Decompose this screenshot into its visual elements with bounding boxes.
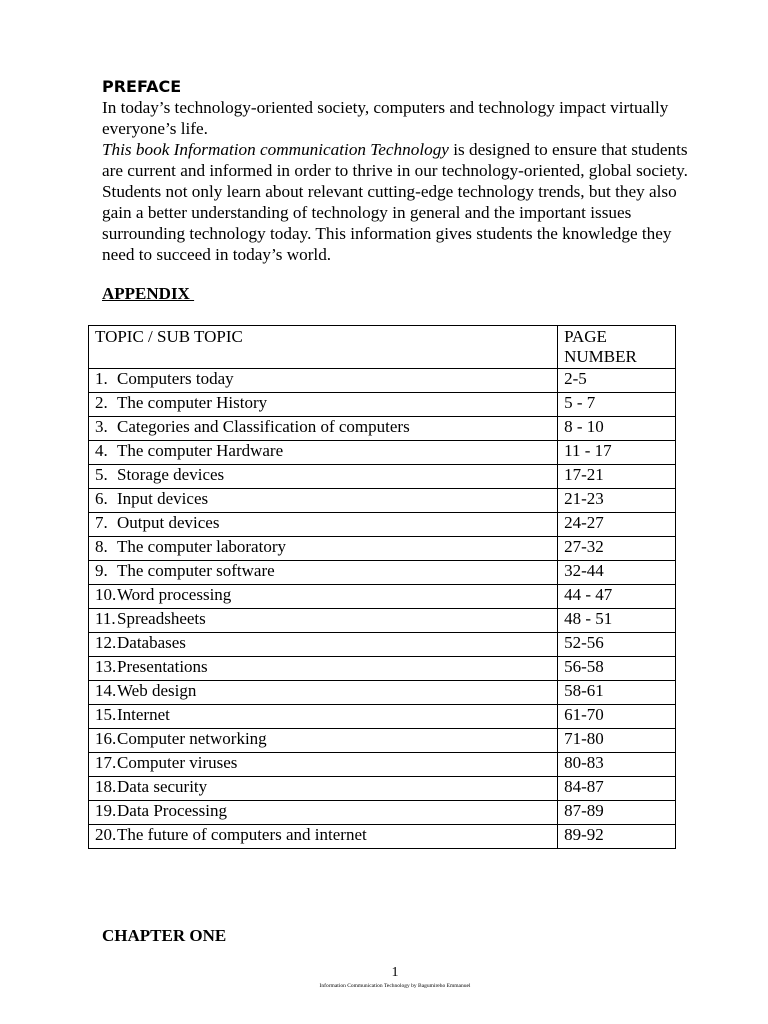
preface-paragraph-2 (102, 139, 702, 265)
header-topic: TOPIC / SUB TOPIC (89, 326, 558, 369)
topic-title: The future of computers and internet (117, 825, 367, 844)
preface-paragraph-2-rest: is designed to ensure that students are current and informed in order to thrive in our technology-oriented, global society. Students not only learn about relevant cutting-edge technology trends, but they also gain a better understanding of technology in general and the important issues surrounding technology today. This information gives students the knowledge they need to succeed in today’s world. (102, 140, 688, 264)
topic-cell (89, 633, 558, 657)
topic-title: The computer History (117, 393, 268, 412)
table-row (89, 489, 676, 513)
page-range-cell: 56-58 (558, 657, 676, 681)
topic-title: Computer viruses (117, 753, 238, 772)
topic-cell (89, 585, 558, 609)
topic-number: 19. (95, 801, 117, 820)
table-row (89, 681, 676, 705)
table-row (89, 561, 676, 585)
topic-number: 3. (95, 417, 108, 436)
topic-title: Categories and Classification of computers (117, 417, 410, 436)
topic-cell (89, 465, 558, 489)
topic-number: 1. (95, 369, 108, 388)
book-title: This book Information communication Technology (102, 140, 449, 159)
topic-cell (89, 369, 558, 393)
page-range-cell: 27-32 (558, 537, 676, 561)
topic-number: 12. (95, 633, 117, 652)
topic-number: 6. (95, 489, 108, 508)
topic-cell (89, 513, 558, 537)
table-row (89, 753, 676, 777)
page-range-cell: 24-27 (558, 513, 676, 537)
topic-number: 13. (95, 657, 117, 676)
topic-cell (89, 609, 558, 633)
topic-number: 9. (95, 561, 108, 580)
page-range-cell: 58-61 (558, 681, 676, 705)
chapter-heading: CHAPTER ONE (102, 926, 227, 945)
topic-cell (89, 561, 558, 585)
table-row (89, 609, 676, 633)
topic-number: 14. (95, 681, 117, 700)
topic-cell (89, 705, 558, 729)
topic-title: Databases (117, 633, 186, 652)
page-range-cell: 21-23 (558, 489, 676, 513)
preface-body (102, 97, 702, 265)
topic-cell (89, 753, 558, 777)
topic-title: Internet (117, 705, 170, 724)
table-row (89, 705, 676, 729)
preface-heading: PREFACE (102, 77, 182, 96)
appendix-table (88, 325, 676, 849)
table-row (89, 777, 676, 801)
topic-cell (89, 729, 558, 753)
topic-cell (89, 801, 558, 825)
topic-title: Presentations (117, 657, 208, 676)
topic-title: Data Processing (117, 801, 228, 820)
page-range-cell: 2-5 (558, 369, 676, 393)
topic-number: 4. (95, 441, 108, 460)
topic-title: Web design (117, 681, 197, 700)
topic-cell (89, 777, 558, 801)
page-number: 1 (391, 965, 399, 980)
topic-title: Word processing (117, 585, 232, 604)
page-range-cell: 17-21 (558, 465, 676, 489)
topic-number: 5. (95, 465, 108, 484)
table-row (89, 537, 676, 561)
table-row (89, 729, 676, 753)
page-range-cell: 32-44 (558, 561, 676, 585)
table-row (89, 801, 676, 825)
topic-number: 11. (95, 609, 116, 628)
page-range-cell: 61-70 (558, 705, 676, 729)
table-row (89, 465, 676, 489)
table-row (89, 369, 676, 393)
topic-cell (89, 417, 558, 441)
topic-title: Computers today (117, 369, 234, 388)
topic-number: 10. (95, 585, 117, 604)
topic-title: Storage devices (117, 465, 225, 484)
page-range-cell: 44 - 47 (558, 585, 676, 609)
topic-title: Spreadsheets (117, 609, 206, 628)
topic-title: The computer laboratory (117, 537, 286, 556)
appendix-heading: APPENDIX (102, 284, 195, 303)
page-range-cell: 11 - 17 (558, 441, 676, 465)
topic-cell (89, 393, 558, 417)
topic-title: Computer networking (117, 729, 267, 748)
footer-text: Information Communication Technology by Bagumireho Emmanuel (319, 983, 471, 989)
topic-title: Data security (117, 777, 208, 796)
topic-cell (89, 441, 558, 465)
topic-cell (89, 681, 558, 705)
page-range-cell: 89-92 (558, 825, 676, 849)
table-row (89, 633, 676, 657)
topic-cell (89, 537, 558, 561)
table-row (89, 417, 676, 441)
page-range-cell: 84-87 (558, 777, 676, 801)
page-range-cell: 52-56 (558, 633, 676, 657)
preface-paragraph-1: In today’s technology-oriented society, computers and technology impact virtually everyone’s life. (102, 98, 669, 138)
topic-number: 7. (95, 513, 108, 532)
table-row (89, 441, 676, 465)
topic-cell (89, 825, 558, 849)
table-row (89, 825, 676, 849)
page-range-cell: 71-80 (558, 729, 676, 753)
topic-title: The computer Hardware (117, 441, 284, 460)
topic-cell (89, 489, 558, 513)
page-range-cell: 80-83 (558, 753, 676, 777)
header-page-number: PAGE NUMBER (558, 326, 676, 369)
page-range-cell: 8 - 10 (558, 417, 676, 441)
table-header-row (89, 326, 676, 369)
topic-number: 8. (95, 537, 108, 556)
table-row (89, 585, 676, 609)
page-range-cell: 5 - 7 (558, 393, 676, 417)
topic-number: 16. (95, 729, 117, 748)
table-row (89, 393, 676, 417)
topic-number: 15. (95, 705, 117, 724)
page-range-cell: 87-89 (558, 801, 676, 825)
topic-title: The computer software (117, 561, 275, 580)
topic-cell (89, 657, 558, 681)
topic-number: 17. (95, 753, 117, 772)
topic-number: 18. (95, 777, 117, 796)
topic-title: Output devices (117, 513, 220, 532)
topic-title: Input devices (117, 489, 209, 508)
page-range-cell: 48 - 51 (558, 609, 676, 633)
table-row (89, 513, 676, 537)
table-row (89, 657, 676, 681)
topic-number: 2. (95, 393, 108, 412)
topic-number: 20. (95, 825, 117, 844)
